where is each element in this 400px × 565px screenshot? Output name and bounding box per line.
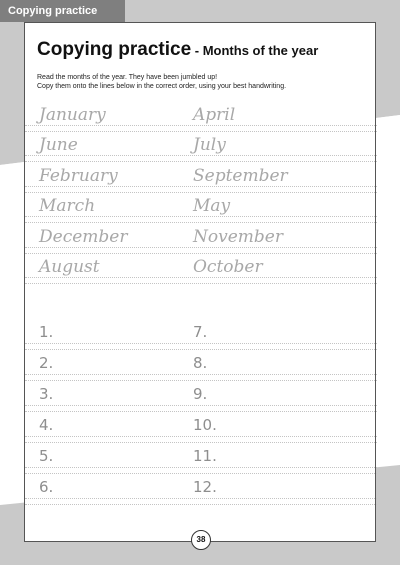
month-right: September: [193, 165, 288, 186]
number-left: 1.: [39, 323, 54, 341]
writing-line: [25, 436, 377, 437]
instruction-line: Read the months of the year. They have been jumbled up!: [37, 74, 218, 81]
month-left: August: [39, 257, 100, 277]
month-right: October: [193, 257, 263, 277]
writing-line: [25, 504, 377, 505]
page-title: [37, 39, 318, 61]
writing-line: [25, 216, 377, 217]
title-subtitle: - Months of the year: [191, 43, 319, 58]
month-right: April: [193, 105, 236, 125]
writing-line: [25, 186, 377, 187]
month-right: May: [193, 196, 231, 217]
writing-line: [25, 405, 377, 406]
writing-line: [25, 411, 377, 412]
writing-line: [25, 343, 377, 344]
month-left: February: [39, 165, 118, 186]
writing-line: [25, 125, 377, 126]
number-right: 10.: [193, 416, 217, 434]
writing-line: [25, 192, 377, 193]
instructions: [37, 73, 367, 91]
month-left: June: [39, 135, 78, 156]
month-right: July: [193, 135, 226, 156]
writing-line: [25, 349, 377, 350]
worksheet-page: [24, 22, 376, 542]
month-left: December: [39, 226, 128, 247]
writing-line: [25, 131, 377, 132]
section-tab: Copying practice: [0, 0, 125, 22]
number-right: 8.: [193, 354, 208, 372]
writing-line: [25, 277, 377, 278]
number-left: 5.: [39, 447, 54, 465]
title-main: Copying practice: [37, 39, 192, 60]
writing-line: [25, 442, 377, 443]
writing-line: [25, 374, 377, 375]
writing-line: [25, 473, 377, 474]
writing-line: [25, 498, 377, 499]
number-left: 4.: [39, 416, 54, 434]
instruction-line: Copy them onto the lines below in the correct order, using your best handwriting.: [37, 83, 287, 90]
number-left: 2.: [39, 354, 54, 372]
month-left: March: [39, 196, 96, 217]
number-right: 9.: [193, 385, 208, 403]
number-left: 6.: [39, 478, 54, 496]
writing-line: [25, 247, 377, 248]
month-left: January: [39, 105, 106, 125]
writing-line: [25, 222, 377, 223]
page-number: 38: [191, 530, 211, 550]
number-right: 11.: [193, 447, 217, 465]
month-right: November: [193, 226, 283, 247]
writing-line: [25, 380, 377, 381]
number-right: 7.: [193, 323, 208, 341]
writing-line: [25, 161, 377, 162]
writing-line: [25, 155, 377, 156]
writing-line: [25, 467, 377, 468]
writing-line: [25, 253, 377, 254]
number-left: 3.: [39, 385, 54, 403]
number-right: 12.: [193, 478, 217, 496]
writing-line: [25, 283, 377, 284]
